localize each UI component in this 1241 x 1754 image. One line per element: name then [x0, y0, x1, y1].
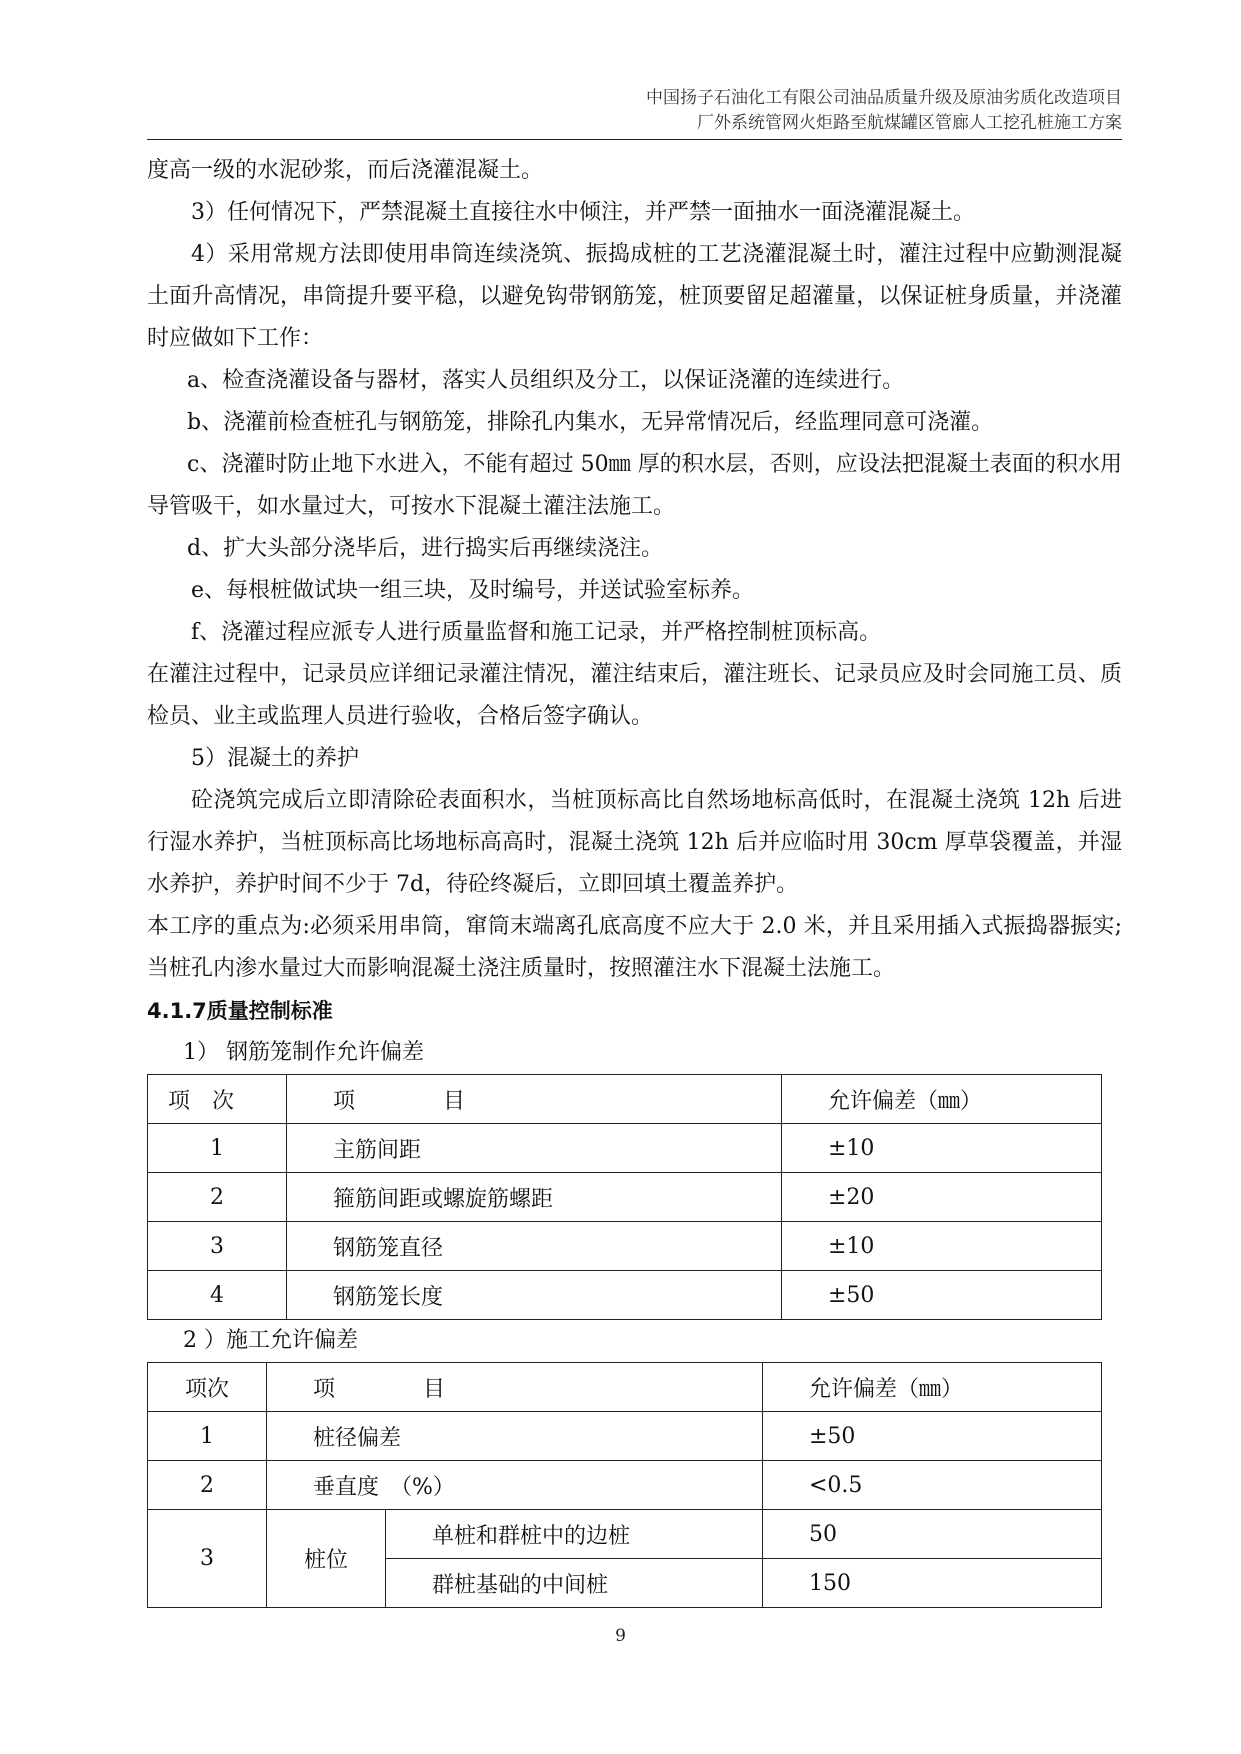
- table-header-cell: 项 目: [267, 1363, 763, 1412]
- construction-tolerance-table: [147, 1362, 1102, 1608]
- table-row: [148, 1510, 1102, 1559]
- header-project-title: 中国扬子石油化工有限公司油品质量升级及原油劣质化改造项目: [646, 88, 1122, 108]
- table-cell: 桩径偏差: [267, 1412, 763, 1461]
- paragraph-item-5: 5）混凝土的养护: [191, 746, 359, 771]
- paragraph-item-f: f、浇灌过程应派专人进行质量监督和施工记录，并严格控制桩顶标高。: [191, 620, 882, 645]
- section-heading: 4.1.7质量控制标准: [147, 999, 333, 1023]
- table-cell: 50: [763, 1510, 1102, 1559]
- table-row: [148, 1173, 1102, 1222]
- table-cell: 1: [148, 1124, 287, 1173]
- table-row: [148, 1222, 1102, 1271]
- table-row: [148, 1412, 1102, 1461]
- table-header-cell: 允许偏差（㎜）: [763, 1363, 1102, 1412]
- rebar-cage-tolerance-table: [147, 1074, 1102, 1320]
- table-cell: <0.5: [763, 1461, 1102, 1510]
- paragraph-item-b: b、浇灌前检查桩孔与钢筋笼，排除孔内集水，无异常情况后，经监理同意可浇灌。: [187, 410, 994, 435]
- table-cell: 主筋间距: [287, 1124, 782, 1173]
- page-number: 9: [615, 1626, 626, 1646]
- table-header-cell: 允许偏差（㎜）: [782, 1075, 1102, 1124]
- table-cell: 1: [148, 1412, 267, 1461]
- table-cell: 钢筋笼长度: [287, 1271, 782, 1320]
- paragraph-item-4: 4）采用常规方法即使用串筒连续浇筑、振捣成桩的工艺浇灌混凝土时，灌注过程中应勤测混凝土面升高情况，串筒提升要平稳，以避免钩带钢筋笼，桩顶要留足超灌量，以保证桩身质量，并浇灌时应做如下工作：: [147, 242, 1122, 351]
- table-cell: 桩位: [267, 1510, 386, 1608]
- table-header-row: [148, 1075, 1102, 1124]
- table-cell: 单桩和群桩中的边桩: [386, 1510, 763, 1559]
- paragraph-record: 在灌注过程中，记录员应详细记录灌注情况，灌注结束后，灌注班长、记录员应及时会同施工员、质检员、业主或监理人员进行验收，合格后签字确认。: [147, 662, 1122, 729]
- table2-caption: 2 ）施工允许偏差: [183, 1328, 358, 1353]
- table-cell: ±50: [782, 1271, 1102, 1320]
- table-cell: 垂直度 （%）: [267, 1461, 763, 1510]
- paragraph-continuation: 度高一级的水泥砂浆，而后浇灌混凝土。: [147, 158, 544, 183]
- table-header-cell: 项 目: [287, 1075, 782, 1124]
- header-divider: [147, 139, 1122, 140]
- table-cell: ±20: [782, 1173, 1102, 1222]
- table-cell: 群桩基础的中间桩: [386, 1559, 763, 1608]
- table-cell: 箍筋间距或螺旋筋螺距: [287, 1173, 782, 1222]
- paragraph-item-d: d、扩大头部分浇毕后，进行捣实后再继续浇注。: [187, 536, 664, 561]
- table-cell: 150: [763, 1559, 1102, 1608]
- table-row: [148, 1461, 1102, 1510]
- table-cell: 2: [148, 1173, 287, 1222]
- table-row: [148, 1124, 1102, 1173]
- table-header-row: [148, 1363, 1102, 1412]
- page-header: [147, 86, 1122, 136]
- paragraph-curing: 砼浇筑完成后立即清除砼表面积水，当桩顶标高比自然场地标高低时，在混凝土浇筑 12h 后进行湿水养护，当桩顶标高比场地标高高时，混凝土浇筑 12h 后并应临时用 30cm 厚草袋覆盖，并湿水养护，养护时间不少于 7d，待砼终凝后，立即回填土覆盖养护。: [147, 788, 1122, 897]
- paragraph-item-e: e、每根桩做试块一组三块，及时编号，并送试验室标养。: [191, 578, 755, 603]
- table-cell: 钢筋笼直径: [287, 1222, 782, 1271]
- paragraph-key-points: 本工序的重点为:必须采用串筒，窜筒末端离孔底高度不应大于 2.0 米，并且采用插入式振捣器振实; 当桩孔内渗水量过大而影响混凝土浇注质量时，按照灌注水下混凝土法施工。: [147, 914, 1122, 981]
- paragraph-item-3: 3）任何情况下，严禁混凝土直接往水中倾注，并严禁一面抽水一面浇灌混凝土。: [191, 200, 975, 225]
- table-cell: 3: [148, 1222, 287, 1271]
- table-cell: ±10: [782, 1222, 1102, 1271]
- table1-caption: 1） 钢筋笼制作允许偏差: [183, 1040, 424, 1065]
- table-cell: 3: [148, 1510, 267, 1608]
- table-row: [148, 1271, 1102, 1320]
- table-cell: 4: [148, 1271, 287, 1320]
- paragraph-item-a: a、检查浇灌设备与器材，落实人员组织及分工，以保证浇灌的连续进行。: [187, 368, 905, 393]
- paragraph-item-c: c、浇灌时防止地下水进入，不能有超过 50㎜ 厚的积水层，否则，应设法把混凝土表面的积水用导管吸干，如水量过大，可按水下混凝土灌注法施工。: [147, 452, 1122, 519]
- header-document-title: 厂外系统管网火炬路至航煤罐区管廊人工挖孔桩施工方案: [697, 113, 1122, 133]
- table-cell: ±10: [782, 1124, 1102, 1173]
- table-header-cell: 项次: [148, 1363, 267, 1412]
- table-header-cell: 项 次: [148, 1075, 287, 1124]
- document-body: [147, 150, 1122, 1608]
- table-cell: 2: [148, 1461, 267, 1510]
- table-cell: ±50: [763, 1412, 1102, 1461]
